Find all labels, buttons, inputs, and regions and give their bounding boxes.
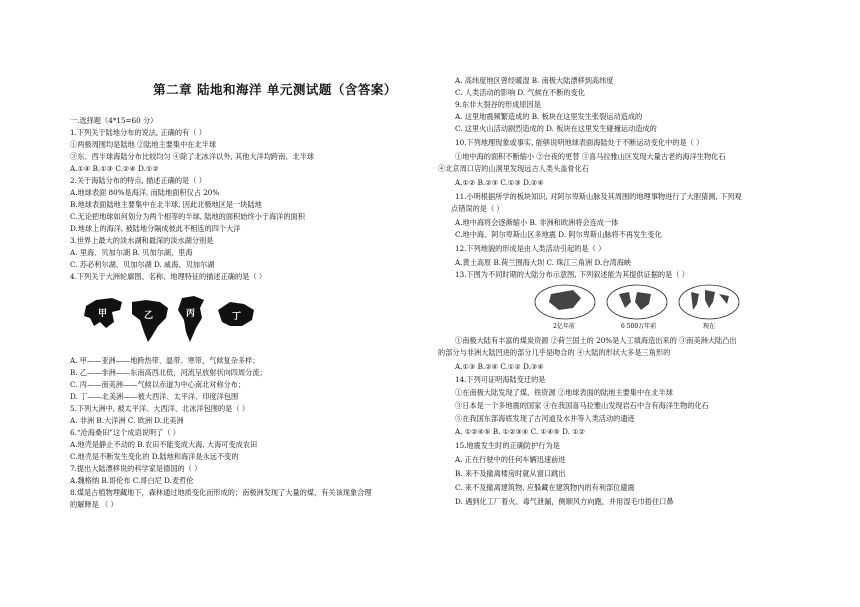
caption-200m: 2亿年前 xyxy=(553,323,575,330)
pangaea-landmass xyxy=(549,290,581,310)
question-line: C.地壳是不断发生变化的 D.陆地和海洋是永远不变的 xyxy=(70,452,239,461)
question-line: 5.下列大洲中, 被太平洋、大西洋、北冰洋包围的是（ ） xyxy=(70,404,250,413)
drifting-landmass xyxy=(619,292,651,310)
continent-outlines-figure xyxy=(82,292,262,352)
question-line: D. 遇到化工厂着火、毒气泄漏，侧顺风方向跑，并用湿毛巾捂住口鼻 xyxy=(455,497,674,506)
question-line: A. ①②④⑤ B. ①②③④ C. ①④⑤ D. ①② xyxy=(455,427,586,436)
question-line: 12.下列地貌的形成是由人类活动引起的是（ ） xyxy=(455,244,606,253)
question-line: 点错误的是（ ） xyxy=(451,204,504,213)
question-line: C. 人类活动的影响 D. 气候在不断的变化 xyxy=(455,88,585,97)
question-line: 8.煤是古植物埋藏地下，森林通过地质变化而形成的；南极洲发现了大量的煤，有关该现象合理 xyxy=(70,488,372,497)
question-line: A.魏格纳 B.哥伦布 C.哥白尼 D.麦哲伦 xyxy=(70,476,194,485)
map-label-ding: 丁 xyxy=(232,312,242,322)
page-title: 第二章 陆地和海洋 单元测试题（含答案） xyxy=(153,82,397,97)
caption-present: 现在 xyxy=(703,323,716,330)
question-line: 9.东非大裂谷的形成原因是 xyxy=(455,100,541,109)
question-line: 7.提出大陆漂移说的科学家是德国的（ ） xyxy=(70,464,202,473)
question-line: 2.关于海陆分布的特点, 描述正确的是（ ） xyxy=(70,176,206,185)
question-line: A.①④ B.①③ C.②④ D.①② xyxy=(70,164,159,173)
question-line: ⑤在我国东部海底发现了古河道及水井等人类活动的遗迹 xyxy=(455,414,635,423)
question-line: 的部分与非洲大陆凹进的部分几乎是吻合的 ④大陆的形状大多是三角形的 xyxy=(438,348,671,357)
question-line: A.地中海将会逐渐缩小 B. 非洲和欧洲将会连成一体 xyxy=(455,218,619,227)
question-line: ③东、西半球海陆分布比较均匀 ④除了北冰洋以外, 其他大洋均跨南、北半球 xyxy=(70,152,315,161)
question-line: A.地球表面 80%是海洋, 而陆地面积仅占 20% xyxy=(70,188,220,197)
question-line: A. 甲——亚洲——地跨热带、温带、寒带，气候复杂多样； xyxy=(70,356,260,365)
question-line: A.地壳是静止不动的 B.农田不能变成大海, 大海可变成农田 xyxy=(70,440,258,449)
map-label-jia: 甲 xyxy=(98,309,108,319)
question-line: D. 丁——北美洲——被大西洋、太平洋、印度洋包围 xyxy=(70,392,239,401)
question-line: ③日本是一个多地震的国家 ④在我国喜马拉雅山发现岩石中含有海洋生物的化石 xyxy=(455,401,709,410)
question-line: ①南极大陆有丰富的煤炭资源 ②荷兰国土的 20%是人工填海造出来的 ③南美洲大陆凸出 xyxy=(455,336,737,345)
question-line: B.地球表面陆地主要集中在北半球, 因此北极地区是一块陆地 xyxy=(70,200,262,209)
question-line: A.①② B.②③ C.①③ D.②④ xyxy=(455,178,544,187)
question-line: A.①③ B.②④ C.①② D.③④ xyxy=(455,362,544,371)
caption-65m: 6 500万年前 xyxy=(621,323,657,330)
question-line: A. 高纬度地区曾经暖湿 B. 南极大陆漂移到高纬度 xyxy=(455,76,614,85)
continent-bing-outline xyxy=(178,296,204,342)
question-line: C. 这里火山活动剧烈造成的 D. 板块在这里发生碰撞运动造成的 xyxy=(455,124,657,133)
question-line: 3.世界上最大的淡水湖和最深的淡水湖分别是 xyxy=(70,236,214,245)
question-line: ④北京周口店的山洞里发现远古人类头盖骨化石 xyxy=(438,164,589,173)
continent-yi-outline xyxy=(132,300,168,342)
question-line: 1.下列关于陆地分布的说法, 正确的有（ ） xyxy=(70,128,206,137)
question-line: A. 正在行驶中的任何车辆迅速前进 xyxy=(455,455,566,464)
question-line: D.地球上的海洋, 被陆地分隔成彼此不相连的四个大洋 xyxy=(70,224,241,233)
question-line: C. 苏必利尔湖、贝加尔湖 D. 咸海、贝加尔湖 xyxy=(70,260,215,269)
question-line: C.地中海、阿尔卑斯山区多地震 D. 阿尔卑斯山脉将不再发生变化 xyxy=(455,230,662,239)
question-line: ①地中海的面积不断缩小 ②台夜的更替 ③喜马拉雅山区发现大量古老的海洋生物化石 xyxy=(455,152,726,161)
map-label-bing: 丙 xyxy=(186,309,196,319)
question-line: 14.下列可证明海陆变迁的是 xyxy=(455,375,546,384)
question-line: 13.下图为不同时期的大陆分布示意图, 下列叙述能为其提供证据的是（ ） xyxy=(455,270,689,279)
continental-drift-figure xyxy=(533,282,743,332)
question-line: C. 来不及撤离建筑物, 应躲藏在建筑物内的有利部位避震 xyxy=(455,483,635,492)
section-heading: 一.选择题（4*15=60 分） xyxy=(70,116,158,125)
question-line: 6.“沧海桑田”这个成语说明了（ ） xyxy=(70,428,180,437)
question-line: 11.小明根据所学的板块知识, 对阿尔卑斯山脉及其周围的地理事物进行了大胆猜测, 下列观 xyxy=(455,192,742,201)
question-line: A. 这里地震频繁造成的 B. 板块在这里发生张裂运动造成的 xyxy=(455,112,643,121)
question-line: 4.下列关于大洲轮廓图、名称、地理特征的描述正确的是（ ） xyxy=(70,272,267,281)
question-line: C.无论把地球如何划分为两个相等的半球, 陆地的面积始终小于海洋的面积 xyxy=(70,212,305,221)
question-line: ①在南极大陆发现了煤、铁资源 ②地球表面的陆地主要集中在北半球 xyxy=(455,388,673,397)
question-line: B. 来不及撤离楼房时就从窗口跳出 xyxy=(455,469,566,478)
present-landmass xyxy=(691,290,729,310)
map-label-yi: 乙 xyxy=(144,311,154,321)
question-line: 的解释是 （ ） xyxy=(70,500,118,509)
question-line: B. 乙——非洲——东南高西北低，河流呈放射状向四周分流； xyxy=(70,368,267,377)
question-line: ①两极周围均是陆地 ②陆地主要集中在北半球 xyxy=(70,140,217,149)
question-line: A. 非洲 B.大洋洲 C. 欧洲 D.北美洲 xyxy=(70,416,184,425)
question-line: C. 丙——南美洲——气候以赤道为中心南北对称分布； xyxy=(70,380,246,389)
question-line: 10.下列地理现象或事实, 能够说明地球表面海陆处于不断运动变化中的是（ ） xyxy=(455,138,704,147)
question-line: A. 里海、贝加尔湖 B. 贝加尔湖、里海 xyxy=(70,248,193,257)
question-line: 15.地震发生时的正确防护行为是 xyxy=(455,441,560,450)
question-line: A.黄土高原 B.荷兰围海大坝 C. 珠江三角洲 D.台湾海峡 xyxy=(455,258,632,267)
